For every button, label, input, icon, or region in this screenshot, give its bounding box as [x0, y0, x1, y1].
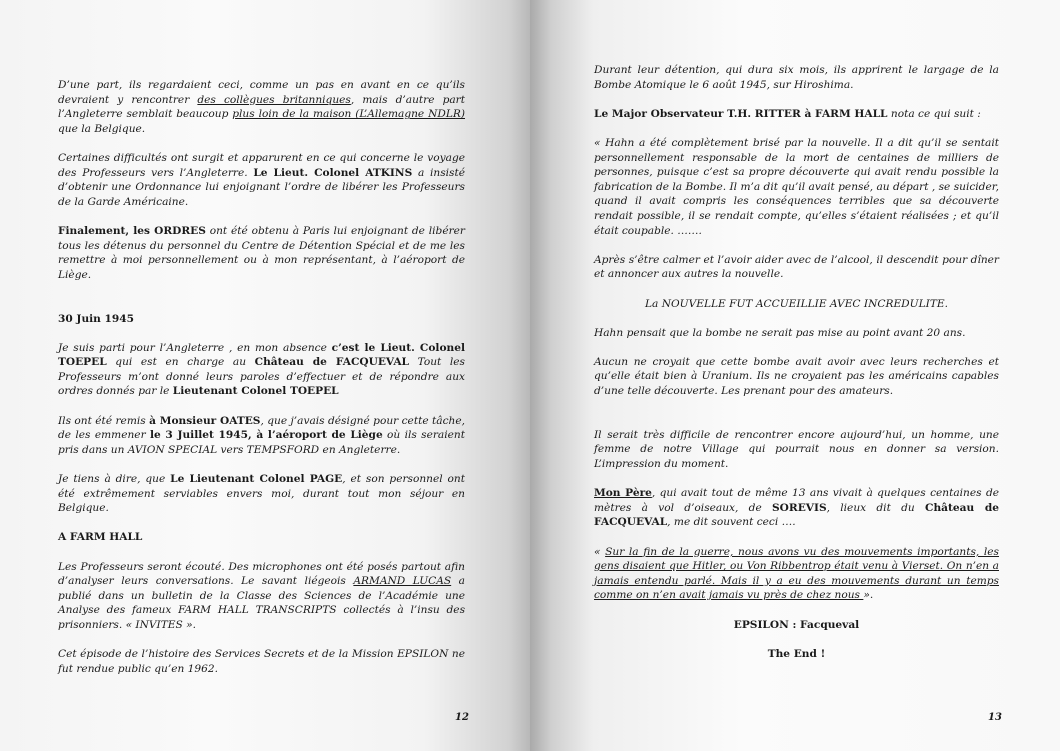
- bold-text: à Monsieur OATES: [149, 414, 261, 427]
- text-run: que la Belgique.: [58, 122, 146, 135]
- section-heading: A FARM HALL: [58, 531, 143, 544]
- bold-text: Lieutenant Colonel TOEPEL: [172, 385, 339, 398]
- underlined-text: des collègues britanniques: [197, 93, 351, 106]
- bold-text: Finalement, les ORDRES: [58, 224, 206, 237]
- epsilon-line: EPSILON : Facqueval: [733, 618, 860, 631]
- text-run: , qui avait tout de même 13 ans vivait à quelques centaines de mètres à vol d’oiseaux, de: [594, 487, 999, 514]
- quote-paragraph: « Hahn a été complètement brisé par la nouvelle. Il a dit qu’il se sentait personnellement responsable de la mort de centaines de milliers de personnes, puisque c’est sa propre découverte qui avait rendu possible la fabrication de la Bombe. Il m’a dit qu’il avait pensé, au départ , se suicider, quand il avait compris les conséquences terribles que sa découverte rendait possible, il se rendait compte, qu’elles s’étaient réalisées ; et qu’il était coupable. …….: [594, 136, 999, 237]
- text-run: où ils seraient pris dans un AVION SPECIAL vers TEMPSFORD en Angleterre.: [58, 429, 465, 456]
- spacer: [58, 297, 465, 312]
- text-run: nota ce qui suit :: [887, 107, 981, 120]
- centered-line: La NOUVELLE FUT ACCUEILLIE AVEC INCREDULITE.: [645, 297, 948, 310]
- underlined-text: ARMAND LUCAS: [353, 575, 452, 588]
- paragraph: Cet épisode de l’histoire des Services Secrets et de la Mission EPSILON ne fut rendue public qu’en 1962.: [58, 648, 465, 675]
- page-number: 13: [988, 712, 1002, 723]
- paragraph: [58, 414, 465, 458]
- text-run: a publié dans un bulletin de la Classe des Sciences de l’Académie une Analyse des fameux FARM HALL TRANSCRIPTS collectés à l’insu des prisonniers. « INVITES ».: [58, 575, 465, 631]
- text-run: Je suis parti pour l’Angleterre , en mon absence: [58, 341, 332, 354]
- text-run: Je tiens à dire, que: [58, 473, 171, 486]
- paragraph: Hahn pensait que la bombe ne serait pas mise au point avant 20 ans.: [594, 326, 966, 339]
- text-run: qui est en charge au: [106, 356, 255, 369]
- bold-text: Le Lieutenant Colonel PAGE: [170, 473, 343, 486]
- text-run: , que j’avais désigné pour cette tâche, de les emmener: [58, 414, 465, 442]
- paragraph: [58, 224, 465, 282]
- paragraph: [58, 151, 465, 209]
- text-run: «: [594, 545, 606, 558]
- bold-text: Le Lieut. Colonel ATKINS: [253, 166, 413, 179]
- bold-underlined-text: Mon Père: [594, 487, 652, 500]
- bold-text: le 3 Juillet 1945, à l’aéroport de Liège: [149, 429, 383, 442]
- the-end-line: The End !: [767, 647, 826, 660]
- text-run: Certaines difficultés ont surgit et apparurent en ce qui concerne le voyage des Professeurs vers l’Angleterre.: [58, 151, 465, 179]
- text-run: ».: [863, 589, 874, 602]
- underlined-text: plus loin de la maison (L’Allemagne NDLR): [232, 108, 465, 121]
- paragraph: [58, 341, 465, 399]
- paragraph: Durant leur détention, qui dura six mois, ils apprirent le largage de la Bombe Atomique le 6 août 1945, sur Hiroshima.: [594, 64, 999, 91]
- page-number: 12: [455, 712, 469, 723]
- paragraph: Après s’être calmer et l’avoir aider avec de l’alcool, il descendit pour dîner et annoncer aux autres la nouvelle.: [594, 253, 999, 281]
- paragraph: [58, 560, 465, 633]
- paragraph: [594, 107, 999, 122]
- text-run: , mais d’autre part l’Angleterre semblait beaucoup: [58, 93, 466, 121]
- paragraph: [58, 472, 465, 516]
- paragraph: [58, 78, 465, 136]
- text-run: Tout les Professeurs m’ont donné leurs paroles d’effectuer et de répondre aux ordres donnés par le: [58, 356, 465, 398]
- text-run: Ils ont été remis: [58, 414, 150, 427]
- bold-text: Château de FACQUEVAL: [594, 501, 999, 529]
- date-heading: 30 Juin 1945: [58, 312, 135, 325]
- text-run: a insisté d’obtenir une Ordonnance lui enjoignant l’ordre de libérer les Professeurs de la Garde Américaine.: [58, 166, 465, 208]
- paragraph: [594, 486, 999, 530]
- bold-text: c’est le Lieut. Colonel TOEPEL: [58, 341, 465, 369]
- bold-text: Le Major Observateur T.H. RITTER à FARM HALL: [594, 107, 888, 120]
- text-run: Les Professeurs seront écouté. Des microphones ont été posés partout afin d’analyser leurs conversations. Le savant liégeois: [58, 560, 465, 588]
- text-run: , lieux dit du: [826, 501, 926, 514]
- quote-paragraph: [594, 545, 999, 603]
- left-page-text: [58, 78, 465, 691]
- text-run: , me dit souvent ceci ….: [667, 516, 796, 529]
- text-run: D’une part, ils regardaient ceci, comme un pas en avant en ce qu’ils devraient y rencontrer: [58, 79, 465, 106]
- bold-text: SOREVIS: [772, 501, 827, 514]
- bold-text: Château de FACQUEVAL: [254, 356, 409, 369]
- text-run: , et son personnel ont été extrêmement serviables envers moi, durant tout mon séjour en Belgique.: [58, 473, 465, 515]
- underlined-text: Sur la fin de la guerre, nous avons vu des mouvements importants, les gens disaient que Hitler, ou Von Ribbentrop était venu à Vierset. On n’en a jamais entendu parlé. Mais il y a eu des mouvements durant un temps comme on n’en avait jamais vu près de chez nous: [594, 545, 999, 602]
- spacer: [594, 413, 999, 428]
- paragraph: Il serait très difficile de rencontrer encore aujourd’hui, un homme, une femme de notre Village qui pourrait nous en donner sa version. L’impression du moment.: [594, 428, 999, 471]
- right-page: [530, 0, 1060, 751]
- right-page-text: [594, 63, 999, 676]
- paragraph: Aucun ne croyait que cette bombe avait avoir avec leurs recherches et qu’elle était bien à Uranium. Ils ne croyaient pas les américains capables d’une telle découverte. Les prenant pour des amateurs.: [594, 355, 999, 398]
- text-run: ont été obtenu à Paris lui enjoignant de libérer tous les détenus du personnel du Centre de Détention Spécial et de me les remettre à moi personnellement ou à mon représentant, à l’aéroport de Liège.: [58, 224, 465, 281]
